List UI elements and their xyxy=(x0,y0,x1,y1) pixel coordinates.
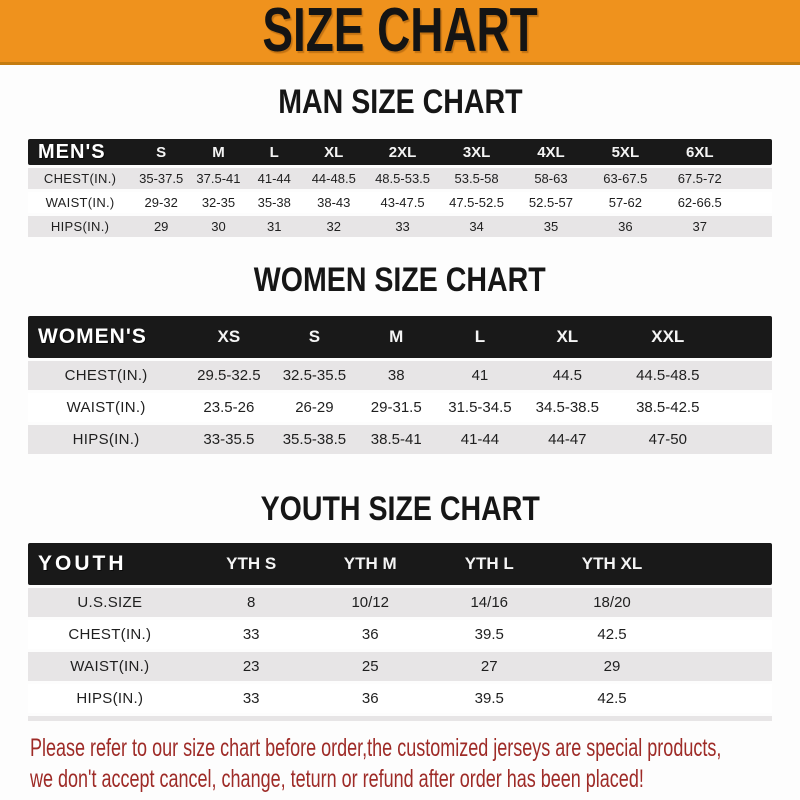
table-cell: 47.5-52.5 xyxy=(449,195,505,210)
table-cell: 29-31.5 xyxy=(370,399,422,416)
table-cell: 35-38 xyxy=(257,195,291,210)
table-row xyxy=(28,361,772,390)
table-row xyxy=(28,216,772,237)
table-cell: 42.5 xyxy=(597,690,627,707)
column-header: L xyxy=(269,143,279,161)
table-cell: 62-66.5 xyxy=(677,195,722,210)
row-label: U.S.SIZE xyxy=(77,594,143,611)
table-bottom-strip xyxy=(28,716,772,721)
table-cell: 38.5-42.5 xyxy=(636,399,700,416)
column-header: YTH S xyxy=(226,554,277,573)
table-cell: 32.5-35.5 xyxy=(282,367,347,384)
column-header: L xyxy=(474,327,486,346)
table-row xyxy=(28,425,772,454)
table-row xyxy=(28,620,772,649)
mens-section xyxy=(0,85,800,237)
table-cell: 57-62 xyxy=(608,195,642,210)
column-header: S xyxy=(308,327,321,346)
column-header: 6XL xyxy=(685,143,714,161)
table-cell: 29 xyxy=(153,219,169,234)
column-header: 5XL xyxy=(611,143,640,161)
mens-section-title xyxy=(0,85,800,119)
table-cell: 29.5-32.5 xyxy=(197,367,261,384)
table-cell: 30 xyxy=(211,219,226,234)
column-header: 2XL xyxy=(388,143,417,161)
table-cell: 38 xyxy=(387,367,405,384)
column-header: XL xyxy=(556,327,579,346)
table-cell: 10/12 xyxy=(351,594,389,611)
youth-section xyxy=(0,492,800,721)
row-label: CHEST(IN.) xyxy=(68,626,152,643)
table-row xyxy=(28,588,772,617)
table-cell: 41 xyxy=(471,367,489,384)
table-cell: 34 xyxy=(469,219,484,234)
column-header: M xyxy=(389,327,404,346)
youth-section-title xyxy=(0,492,800,526)
disclaimer xyxy=(0,733,800,795)
row-label: HIPS(IN.) xyxy=(50,219,110,234)
column-header: 3XL xyxy=(462,143,491,161)
disclaimer-line-2: we don't accept cancel, change, teturn or refund after order has been placed! xyxy=(30,765,644,793)
row-label: WAIST(IN.) xyxy=(66,399,146,416)
womens-section-title xyxy=(0,263,800,297)
table-cell: 53.5-58 xyxy=(454,171,499,186)
table-cell: 29-32 xyxy=(144,195,178,210)
table-row xyxy=(28,393,772,422)
womens-section xyxy=(0,263,800,454)
table-cell: 43-47.5 xyxy=(380,195,425,210)
table-cell: 23 xyxy=(242,658,260,675)
column-header: YTH L xyxy=(464,554,514,573)
table-cell: 36 xyxy=(361,690,379,707)
table-cell: 67.5-72 xyxy=(677,171,722,186)
table-cell: 48.5-53.5 xyxy=(375,171,431,186)
table-cell: 38.5-41 xyxy=(370,431,422,448)
table-cell: 39.5 xyxy=(474,626,504,643)
table-row xyxy=(28,652,772,681)
row-label: HIPS(IN.) xyxy=(76,690,144,707)
table-cell: 29 xyxy=(603,658,621,675)
table-cell: 18/20 xyxy=(593,594,631,611)
table-header-label: YOUTH xyxy=(38,552,127,575)
size-chart-banner xyxy=(0,0,800,65)
table-cell: 23.5-26 xyxy=(203,399,255,416)
table-cell: 37 xyxy=(692,219,707,234)
table-cell: 33 xyxy=(242,690,260,707)
table-cell: 35.5-38.5 xyxy=(282,431,347,448)
table-cell: 32 xyxy=(326,219,341,234)
table-cell: 58-63 xyxy=(534,171,568,186)
womens-section-title-text: WOMEN SIZE CHART xyxy=(254,261,546,299)
table-cell: 25 xyxy=(361,658,379,675)
banner-title: SIZE CHART xyxy=(262,0,538,65)
table-cell: 31.5-34.5 xyxy=(448,399,512,416)
womens-size-table xyxy=(28,316,772,454)
table-cell: 44-47 xyxy=(548,431,587,448)
table-cell: 14/16 xyxy=(470,594,509,611)
column-header: YTH M xyxy=(343,554,397,573)
table-header-label: WOMEN'S xyxy=(38,325,147,348)
column-header: XS xyxy=(217,327,241,346)
row-label: WAIST(IN.) xyxy=(45,195,115,210)
table-row xyxy=(28,192,772,213)
youth-section-title-text: YOUTH SIZE CHART xyxy=(260,490,540,528)
table-cell: 38-43 xyxy=(317,195,351,210)
table-cell: 44-48.5 xyxy=(311,171,356,186)
table-cell: 44.5-48.5 xyxy=(636,367,700,384)
table-cell: 33 xyxy=(395,219,410,234)
row-label: CHEST(IN.) xyxy=(64,367,148,384)
table-cell: 32-35 xyxy=(201,195,236,210)
table-cell: 36 xyxy=(618,219,633,234)
table-header-row xyxy=(28,139,772,165)
column-header: M xyxy=(212,143,225,161)
table-cell: 26-29 xyxy=(295,399,334,416)
table-cell: 35-37.5 xyxy=(139,171,184,186)
mens-size-table xyxy=(28,139,772,237)
table-cell: 8 xyxy=(247,594,256,611)
table-header-label: MEN'S xyxy=(38,140,106,163)
table-row xyxy=(28,684,772,713)
table-row xyxy=(28,168,772,189)
table-cell: 42.5 xyxy=(597,626,627,643)
table-cell: 37.5-41 xyxy=(196,171,241,186)
column-header: S xyxy=(156,143,167,161)
table-cell: 27 xyxy=(480,658,498,675)
table-cell: 35 xyxy=(543,219,559,234)
table-cell: 41-44 xyxy=(257,171,291,186)
column-header: 4XL xyxy=(537,143,565,161)
table-cell: 33 xyxy=(242,626,260,643)
table-cell: 34.5-38.5 xyxy=(535,399,600,416)
mens-section-title-text: MAN SIZE CHART xyxy=(277,83,523,121)
table-cell: 36 xyxy=(361,626,379,643)
column-header: XL xyxy=(324,143,344,161)
column-header: XXL xyxy=(651,327,685,346)
row-label: WAIST(IN.) xyxy=(70,658,150,675)
table-header-row xyxy=(28,316,772,358)
table-cell: 39.5 xyxy=(474,690,504,707)
table-cell: 41-44 xyxy=(460,431,500,448)
row-label: CHEST(IN.) xyxy=(43,171,117,186)
table-cell: 63-67.5 xyxy=(603,171,648,186)
disclaimer-line-1: Please refer to our size chart before order,the customized jerseys are special products, xyxy=(30,734,722,762)
youth-size-table xyxy=(28,543,772,721)
table-cell: 44.5 xyxy=(552,367,582,384)
table-cell: 33-35.5 xyxy=(203,431,255,448)
table-cell: 31 xyxy=(267,219,282,234)
table-cell: 47-50 xyxy=(648,431,687,448)
table-cell: 52.5-57 xyxy=(528,195,573,210)
column-header: YTH XL xyxy=(581,554,643,573)
table-header-row xyxy=(28,543,772,585)
row-label: HIPS(IN.) xyxy=(72,431,140,448)
